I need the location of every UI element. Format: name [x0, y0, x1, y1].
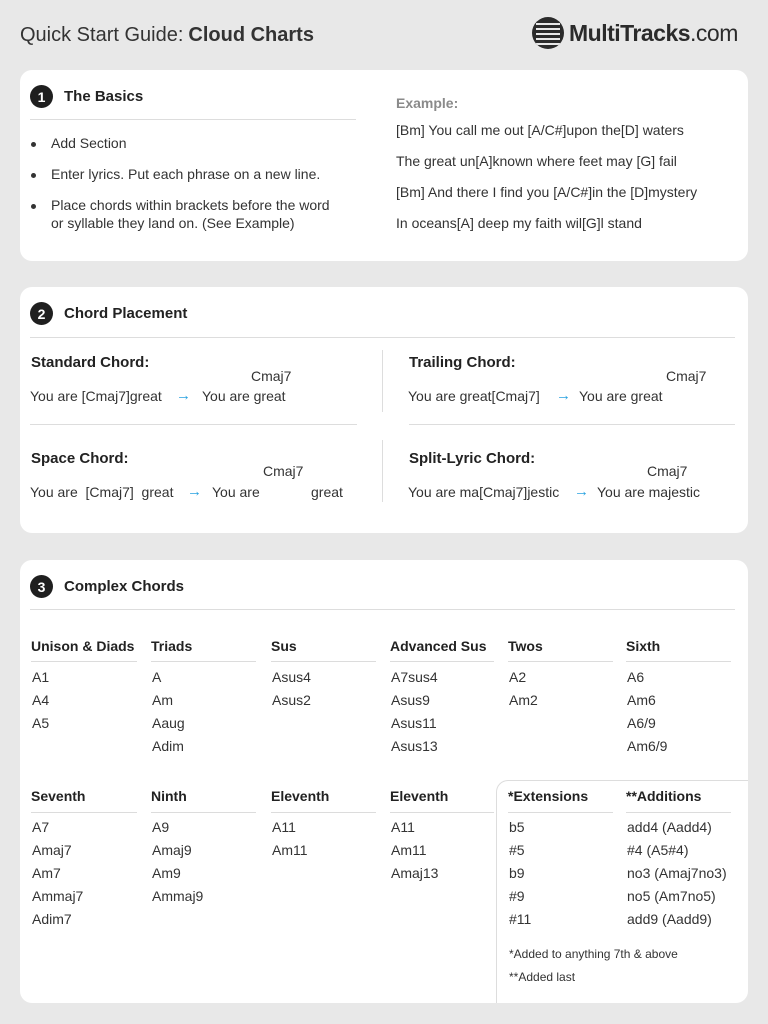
chord-item: add4 (Aadd4) [627, 819, 712, 835]
chord-item: A6/9 [627, 715, 656, 731]
chord-item: A9 [152, 819, 170, 835]
column-rule [271, 812, 376, 813]
arrow-right-icon: → [574, 483, 589, 500]
chord-item: A6 [627, 669, 645, 685]
chord-item: Adim7 [32, 911, 72, 927]
chord-item: #4 (A5#4) [627, 842, 689, 858]
page-title-prefix: Quick Start Guide: [20, 24, 184, 46]
trailing-chord-input: You are great[Cmaj7] [408, 388, 540, 404]
column-divider [382, 350, 383, 412]
chord-item: Ammaj7 [32, 888, 84, 904]
chord-item: Amaj7 [32, 842, 72, 858]
step-number: 1 [30, 85, 53, 108]
trailing-chord-output: You are great [579, 388, 663, 404]
multitracks-logo[interactable] [532, 17, 738, 49]
chord-item: A5 [32, 715, 50, 731]
chord-item: Amaj9 [152, 842, 192, 858]
chord-item: no3 (Amaj7no3) [627, 865, 727, 881]
example-label: Example: [396, 95, 459, 111]
chord-placement-card [20, 287, 748, 533]
placement-heading [30, 302, 187, 325]
standard-chord-name: Cmaj7 [251, 368, 292, 384]
chord-item: A7 [32, 819, 50, 835]
basics-bullet: Add Section [51, 135, 127, 151]
arrow-right-icon: → [176, 387, 191, 404]
space-chord-output-end: great [311, 484, 343, 500]
chord-column-title: Ninth [151, 788, 187, 804]
chord-item: Asus4 [272, 669, 311, 685]
basics-heading [30, 85, 143, 108]
step-number: 3 [30, 575, 53, 598]
page-title [20, 24, 314, 47]
bullet-icon [31, 173, 36, 178]
chord-item: A7sus4 [391, 669, 438, 685]
chord-item: Asus2 [272, 692, 311, 708]
column-rule [151, 661, 256, 662]
chord-column-title: Twos [508, 638, 543, 654]
chord-item: add9 (Aadd9) [627, 911, 712, 927]
section-title: Complex Chords [64, 578, 185, 595]
basics-card [20, 70, 748, 261]
chord-column-title: Sixth [626, 638, 661, 654]
chord-item: Asus9 [391, 692, 430, 708]
chord-item: #5 [509, 842, 525, 858]
column-rule [31, 812, 137, 813]
split-lyric-chord-input: You are ma[Cmaj7]jestic [408, 484, 560, 500]
chord-item: Amaj13 [391, 865, 439, 881]
chord-item: b9 [509, 865, 525, 881]
column-rule [626, 812, 731, 813]
column-rule [390, 812, 494, 813]
basics-bullet: Enter lyrics. Put each phrase on a new line. [51, 166, 321, 182]
chord-item: no5 (Am7no5) [627, 888, 716, 904]
chord-item: b5 [509, 819, 525, 835]
space-chord-label: Space Chord: [31, 450, 129, 467]
standard-chord-label: Standard Chord: [31, 354, 150, 371]
chord-column-title: Eleventh [390, 788, 449, 804]
standard-chord-output: You are great [202, 388, 286, 404]
basics-bullet: Place chords within brackets before the word [51, 197, 330, 213]
column-rule [508, 812, 613, 813]
chord-item: Asus13 [391, 738, 438, 754]
column-rule [31, 661, 137, 662]
chord-item: Am7 [32, 865, 61, 881]
space-chord-output-start: You are [212, 484, 260, 500]
complex-chords-card [20, 560, 748, 1003]
chord-column-title: **Additions [626, 788, 702, 804]
additions-footnote: **Added last [509, 970, 576, 984]
logo-text: MultiTracks.com [569, 19, 738, 46]
chord-column-title: Triads [151, 638, 193, 654]
column-rule [626, 661, 731, 662]
example-line: [Bm] You call me out [A/C#]upon the[D] waters [396, 122, 684, 138]
section-title: Chord Placement [64, 305, 188, 322]
chord-column-title: Advanced Sus [390, 638, 487, 654]
chord-item: #11 [509, 911, 532, 927]
chord-item: Am11 [272, 842, 308, 858]
divider [30, 424, 357, 425]
chord-item: A11 [272, 819, 296, 835]
chord-item: Ammaj9 [152, 888, 204, 904]
chord-item: Am2 [509, 692, 538, 708]
example-line: [Bm] And there I find you [A/C#]in the [D]mystery [396, 184, 698, 200]
bullet-icon [31, 204, 36, 209]
chord-column-title: Unison & Diads [31, 638, 135, 654]
chord-item: Am [152, 692, 173, 708]
chord-column-title: Eleventh [271, 788, 330, 804]
standard-chord-input: You are [Cmaj7]great [30, 388, 162, 404]
chord-item: Am9 [152, 865, 181, 881]
chord-item: Am6 [627, 692, 656, 708]
split-lyric-chord-label: Split-Lyric Chord: [409, 450, 536, 467]
arrow-right-icon: → [187, 483, 202, 500]
chord-item: #9 [509, 888, 525, 904]
space-chord-input: You are [Cmaj7] great [30, 484, 174, 500]
split-lyric-chord-output: You are majestic [597, 484, 700, 500]
chord-item: Aaug [152, 715, 185, 731]
page-title-bold: Cloud Charts [188, 24, 314, 46]
extensions-footnote: *Added to anything 7th & above [509, 947, 678, 961]
chord-item: Am11 [391, 842, 427, 858]
section-title: The Basics [64, 88, 144, 105]
step-number: 2 [30, 302, 53, 325]
chord-item: A [152, 669, 162, 685]
bullet-icon [31, 142, 36, 147]
chord-column-title: Sus [271, 638, 297, 654]
example-line: In oceans[A] deep my faith wil[G]l stand [396, 215, 642, 231]
arrow-right-icon: → [556, 387, 571, 404]
example-line: The great un[A]known where feet may [G] fail [396, 153, 677, 169]
chord-item: A2 [509, 669, 527, 685]
basics-bullet-continued: or syllable they land on. (See Example) [51, 215, 295, 231]
divider [30, 609, 735, 610]
chord-column-title: Seventh [31, 788, 86, 804]
divider [30, 337, 735, 338]
chord-item: Am6/9 [627, 738, 668, 754]
chord-item: A4 [32, 692, 50, 708]
chord-column-title: *Extensions [508, 788, 589, 804]
column-rule [390, 661, 494, 662]
chord-item: A1 [32, 669, 50, 685]
space-chord-name: Cmaj7 [263, 463, 304, 479]
complex-heading [30, 575, 184, 598]
column-rule [508, 661, 613, 662]
trailing-chord-name: Cmaj7 [666, 368, 707, 384]
trailing-chord-label: Trailing Chord: [409, 354, 516, 371]
chord-item: A11 [391, 819, 415, 835]
logo-mark-icon [532, 17, 564, 49]
chord-item: Asus11 [391, 715, 437, 731]
divider [30, 119, 356, 120]
split-lyric-chord-name: Cmaj7 [647, 463, 688, 479]
column-rule [271, 661, 376, 662]
chord-item: Adim [152, 738, 184, 754]
divider [409, 424, 735, 425]
column-divider [382, 440, 383, 502]
column-rule [151, 812, 256, 813]
